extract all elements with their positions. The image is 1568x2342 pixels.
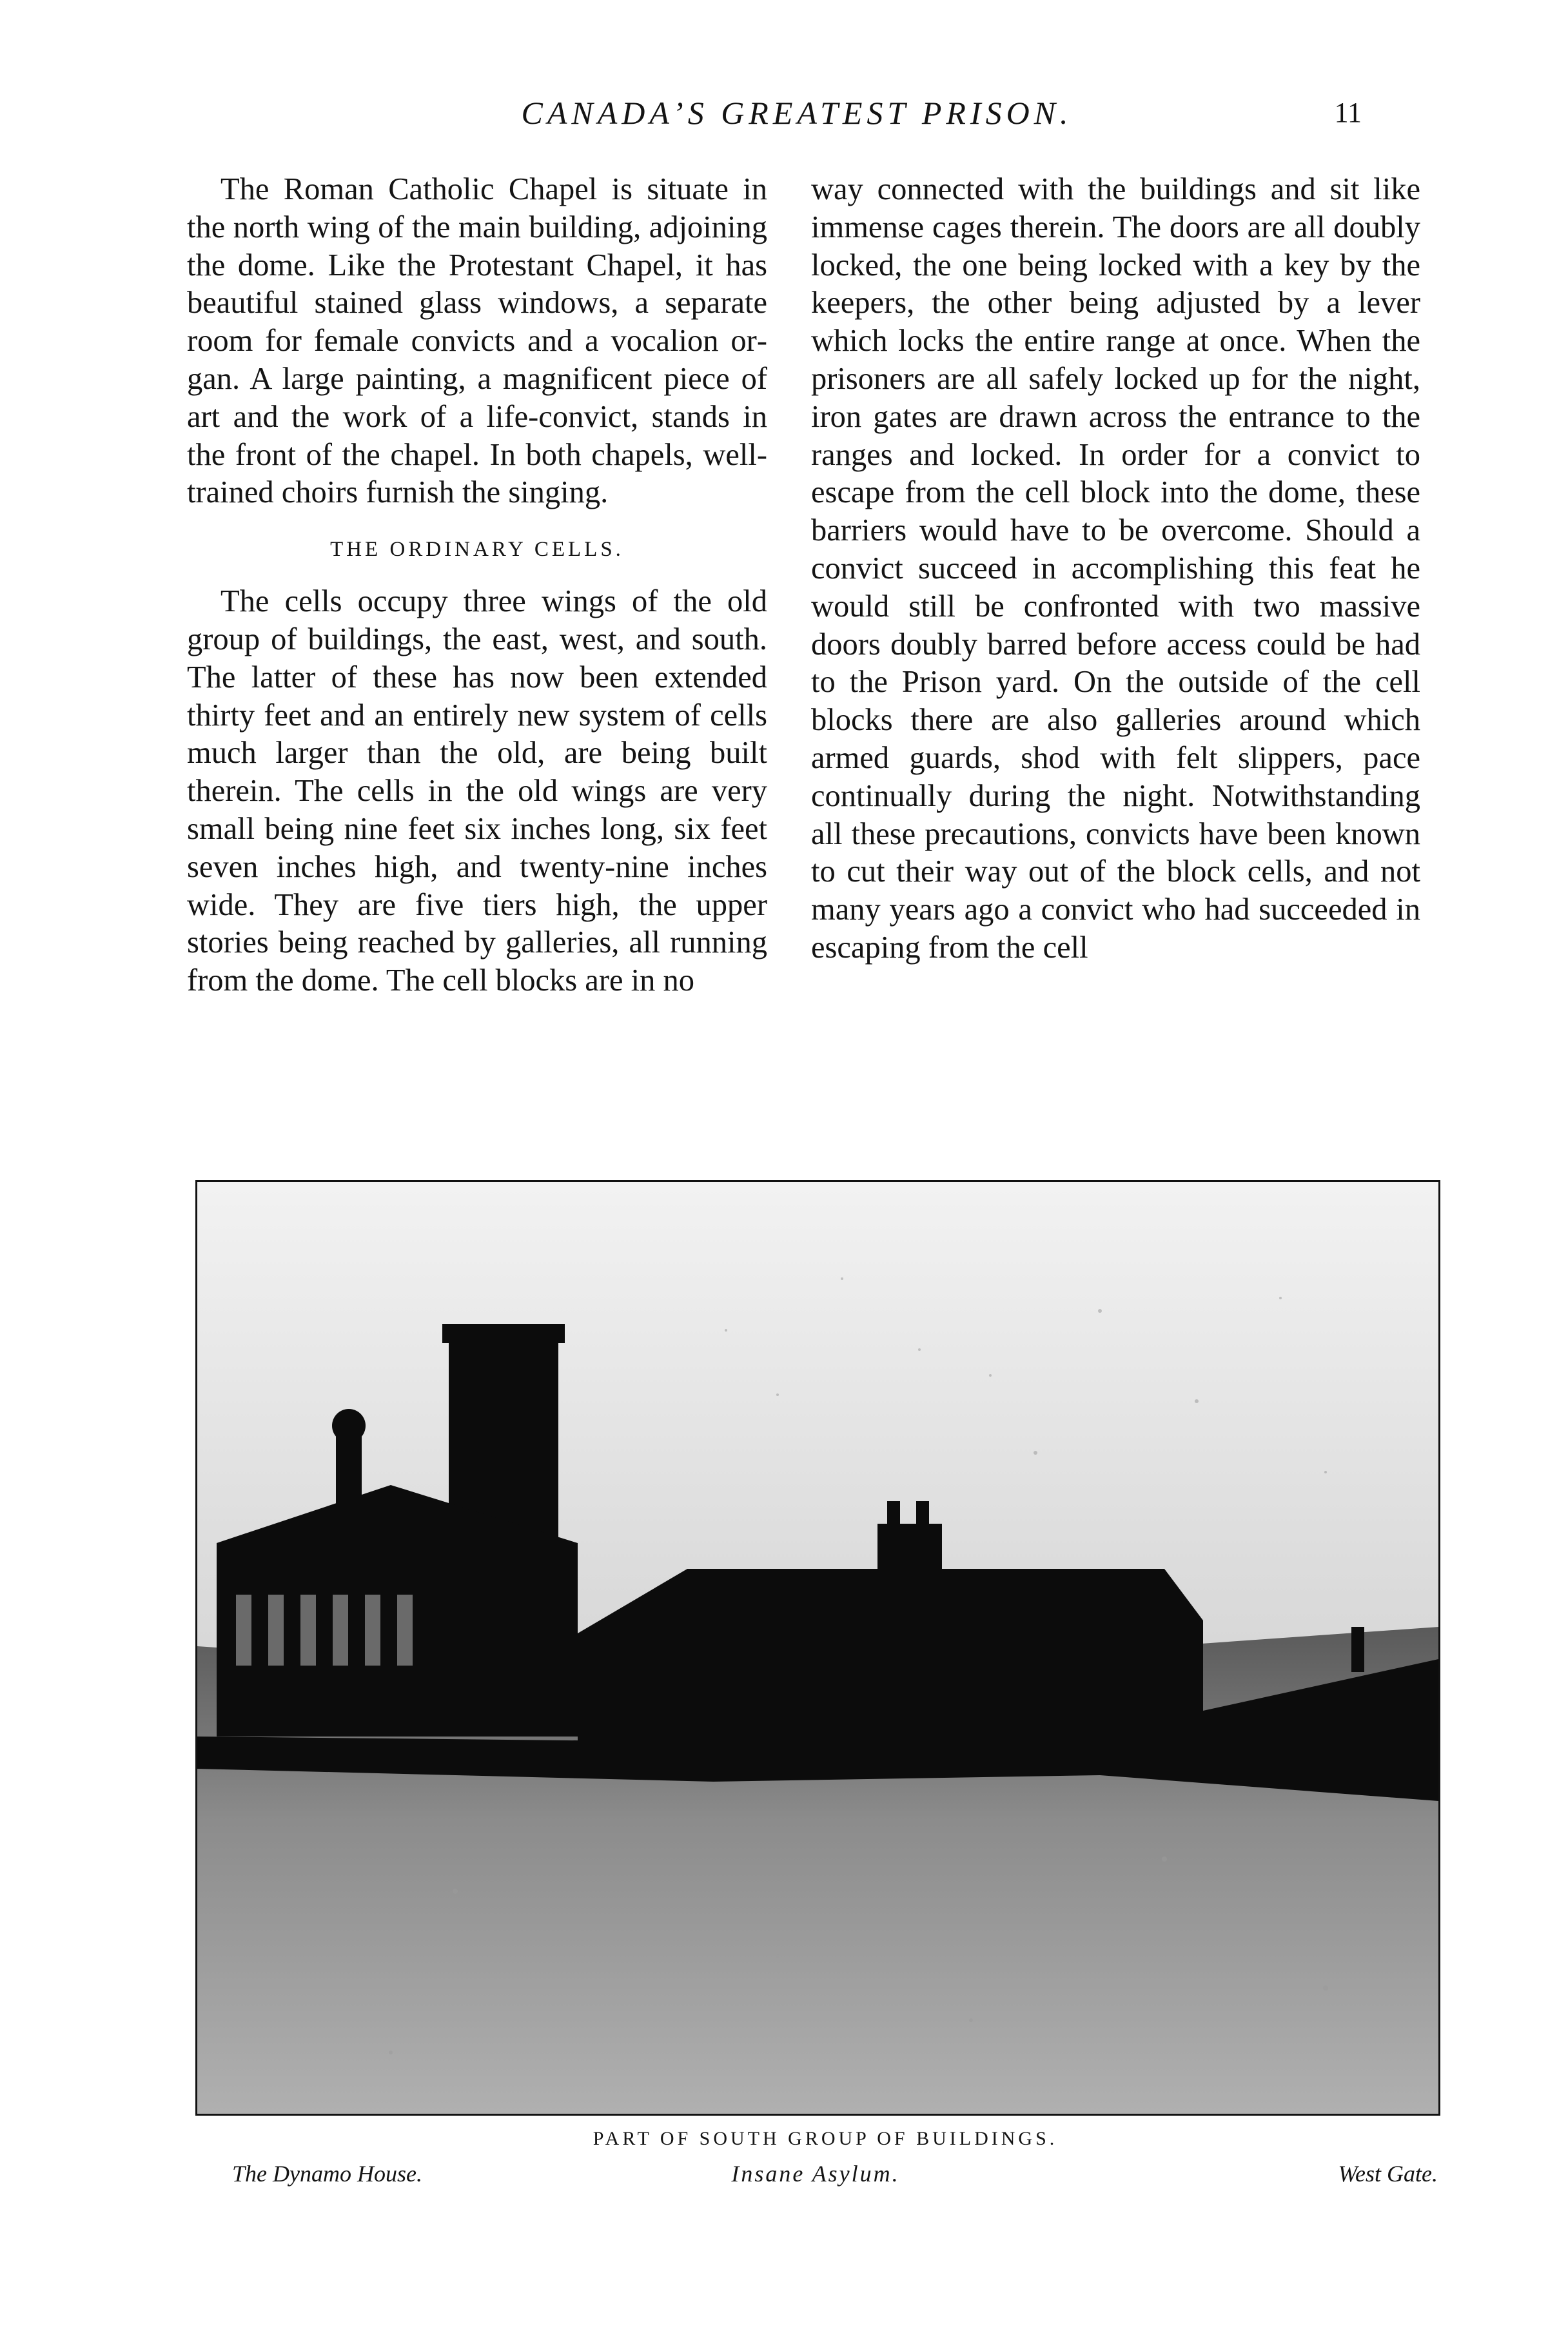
prison-buildings-photo bbox=[195, 1180, 1440, 2116]
running-title: CANADA’S GREATEST PRISON. bbox=[521, 95, 1073, 131]
caption-title: PART OF SOUTH GROUP OF BUILDINGS. bbox=[593, 2128, 1058, 2149]
running-header bbox=[193, 90, 1400, 148]
caption-dynamo-house: The Dynamo House. bbox=[232, 2161, 422, 2187]
section-heading: THE ORDINARY CELLS. bbox=[330, 538, 624, 562]
left-column bbox=[187, 171, 767, 1000]
caption-west-gate: West Gate. bbox=[1338, 2161, 1438, 2187]
page-number: 11 bbox=[1334, 97, 1362, 128]
caption-insane-asylum: Insane Asylum. bbox=[731, 2161, 900, 2187]
paragraph-chapel: The Roman Catholic Chapel is situate in the north wing of the main building, adjoining the dome. Like the Protestant Chapel, it has beautiful stained glass windows, a separate room for female convicts and a vocalion organ. A large painting, a magnificent piece of art and the work of a life-convict, stands in the front of the chapel. In both chapels, well-trained choirs furnish the singing. bbox=[187, 172, 767, 510]
right-column bbox=[811, 171, 1420, 967]
paragraph-cell-blocks: way connected with the buildings and sit like immense cages therein. The doors are all doubly locked, the one being locked with a key by the keepers, the other being adjusted by a lever which locks the entire range at once. When the prisoners are all safely locked up for the night, iron gates are drawn across the entrance to the ranges and locked. In order for a convict to escape from the cell block into the dome, these barriers would have to be overcome. Should a convict succeed in accomplishing this feat he would still be confronted with two massive doors doubly barred before access could be had to the Prison yard. On the outside of the cell blocks there are also galleries around which armed guards, shod with felt slippers, pace continually during the night. Notwithstanding all these precautions, convicts have been known to cut their way out of the block cells, and not many years ago a convict who had succeeded in escaping from the cell bbox=[811, 172, 1420, 965]
photo-illustration bbox=[197, 1182, 1438, 2114]
paragraph-cells: The cells occupy three wings of the old group of buildings, the east, west, and south. The latter of these has now been extended thirty feet and an entirely new system of cells much larger than the old, are being built therein. The cells in the old wings are very small being nine feet six inches long, six feet seven inches high, and twenty-nine inches wide. They are five tiers high, the upper stories being reached by galleries, all running from the dome. The cell blocks are in no bbox=[187, 584, 767, 998]
caption-labels bbox=[193, 2160, 1438, 2199]
